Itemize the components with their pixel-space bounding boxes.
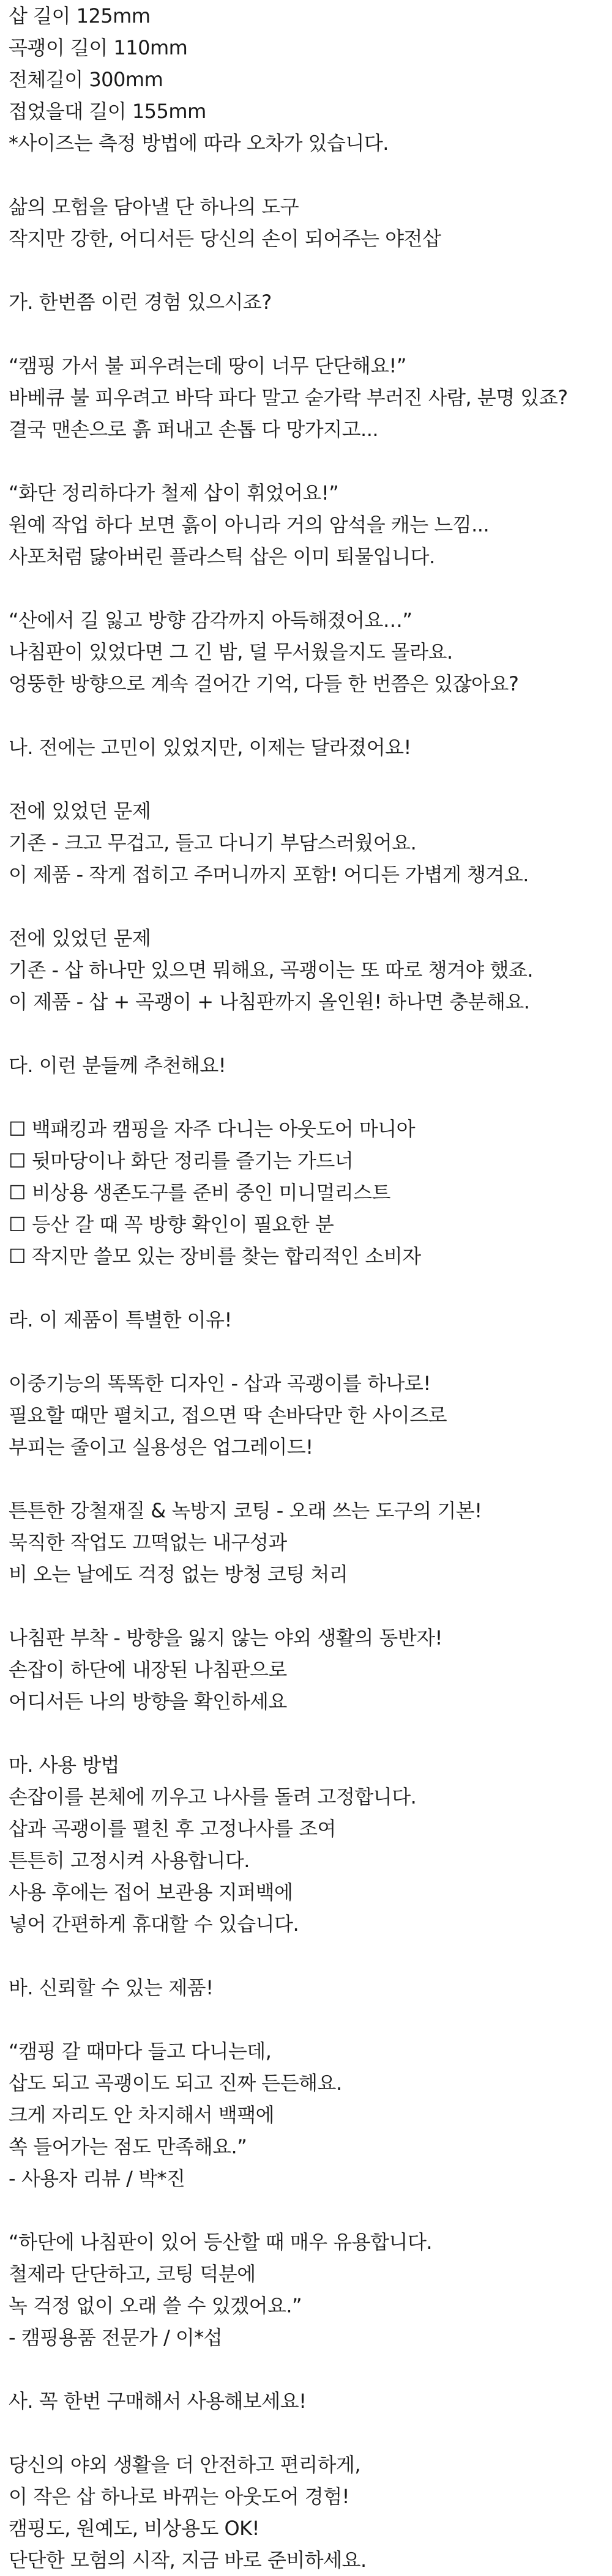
- checklist-item: ☐ 등산 갈 때 꼭 방향 확인이 필요한 분: [9, 1213, 334, 1236]
- feature-steel-coating: [9, 1495, 603, 1590]
- quote-line: 엉뚱한 방향으로 계속 걸어간 기억, 다들 한 번쯤은 있잖아요?: [9, 672, 519, 695]
- checklist-item: ☐ 작지만 쓸모 있는 장비를 찾는 합리적인 소비자: [9, 1245, 421, 1268]
- section-a-heading: 가. 한번쯤 이런 경험 있으시죠?: [9, 291, 272, 314]
- closing-line: 당신의 야외 생활을 더 안전하고 편리하게,: [9, 2453, 361, 2476]
- feature-compass: [9, 1622, 603, 1717]
- quote-line: “산에서 길 잃고 방향 감각까지 아득해졌어요…”: [9, 609, 412, 632]
- spec-total-length: 전체길이 300mm: [9, 68, 163, 91]
- usage-instructions: [9, 1749, 603, 1940]
- checklist-item: ☐ 뒷마당이나 화단 정리를 즐기는 가드너: [9, 1149, 354, 1172]
- feature-line: 비 오는 날에도 걱정 없는 방청 코팅 처리: [9, 1563, 348, 1586]
- feature-line: 튼튼한 강철재질 & 녹방지 코팅 - 오래 쓰는 도구의 기본!: [9, 1499, 482, 1522]
- section-d-heading: 라. 이 제품이 특별한 이유!: [9, 1308, 232, 1331]
- spec-note: *사이즈는 측정 방법에 따라 오차가 있습니다.: [9, 131, 389, 155]
- comparison-line: 전에 있었던 문제: [9, 927, 151, 950]
- spacer: [9, 159, 603, 191]
- section-g-heading: 사. 꼭 한번 구매해서 사용해보세요!: [9, 2389, 307, 2413]
- quote-line: “화단 정리하다가 철제 삽이 휘었어요!”: [9, 481, 339, 505]
- experience-quote-1: [9, 350, 603, 445]
- comparison-line: 기존 - 크고 무겁고, 들고 다니기 부담스러웠어요.: [9, 831, 417, 854]
- quote-line: 결국 맨손으로 흙 퍼내고 손톱 다 망가지고...: [9, 418, 379, 441]
- experience-quote-2: [9, 477, 603, 572]
- spacer: [9, 445, 603, 477]
- comparison-line: 기존 - 삽 하나만 있으면 뭐해요, 곡괭이는 또 따로 챙겨야 했죠.: [9, 958, 533, 982]
- spacer: [9, 318, 603, 350]
- experience-quote-3: [9, 604, 603, 700]
- spec-list: [9, 0, 603, 159]
- spacer: [9, 1717, 603, 1749]
- feature-line: 나침판 부착 - 방향을 잃지 않는 야외 생활의 동반자!: [9, 1626, 442, 1649]
- spacer: [9, 2353, 603, 2385]
- review-line: 크게 자리도 안 차지해서 백팩에: [9, 2103, 275, 2126]
- quote-line: 원예 작업 하다 보면 흙이 아니라 거의 암석을 캐는 느낌...: [9, 513, 490, 536]
- checklist-item: ☐ 비상용 생존도구를 준비 중인 미니멀리스트: [9, 1181, 390, 1204]
- spacer: [9, 2417, 603, 2449]
- review-author: - 캠핑용품 전문가 / 이*섭: [9, 2326, 223, 2349]
- intro: [9, 191, 603, 254]
- comparison-block-2: [9, 922, 603, 1018]
- spacer: [9, 1272, 603, 1304]
- feature-line: 이중기능의 똑똑한 디자인 - 삽과 곡괭이를 하나로!: [9, 1372, 431, 1395]
- checklist-item: ☐ 백패킹과 캠핑을 자주 다니는 아웃도어 마니아: [9, 1117, 416, 1141]
- spec-folded-length: 접었을대 길이 155mm: [9, 100, 206, 123]
- section-b-heading: 나. 전에는 고민이 있었지만, 이제는 달라졌어요!: [9, 736, 411, 759]
- closing-message: [9, 2449, 603, 2576]
- spacer: [9, 1018, 603, 1049]
- feature-line: 손잡이 하단에 내장된 나침판으로: [9, 1658, 287, 1681]
- section-e-heading: 마. 사용 방법: [9, 1753, 120, 1777]
- spacer: [9, 254, 603, 286]
- product-description: [9, 0, 603, 2576]
- review-line: 쏙 들어가는 점도 만족해요.”: [9, 2135, 247, 2158]
- usage-line: 삽과 곡괭이를 펼친 후 고정나사를 조여: [9, 1817, 336, 1840]
- quote-line: 사포처럼 닳아버린 플라스틱 삽은 이미 퇴물입니다.: [9, 545, 435, 568]
- review-2: [9, 2226, 603, 2353]
- usage-line: 사용 후에는 접어 보관용 지퍼백에: [9, 1881, 293, 1904]
- quote-line: 바베큐 불 피우려고 바닥 파다 말고 숟가락 부러진 사람, 분명 있죠?: [9, 386, 568, 409]
- spacer: [9, 572, 603, 604]
- recommend-checklist: [9, 1113, 603, 1272]
- closing-line: 이 작은 삽 하나로 바뀌는 아웃도어 경험!: [9, 2485, 349, 2508]
- comparison-block-1: [9, 795, 603, 890]
- closing-line: 단단한 모험의 시작, 지금 바로 준비하세요.: [9, 2548, 367, 2572]
- review-line: 철제라 단단하고, 코팅 덕분에: [9, 2262, 256, 2285]
- spacer: [9, 1081, 603, 1113]
- spacer: [9, 2004, 603, 2035]
- quote-line: 나침판이 있었다면 그 긴 밤, 덜 무서웠을지도 몰라요.: [9, 640, 453, 664]
- spacer: [9, 2194, 603, 2226]
- spec-pickaxe-length: 곡괭이 길이 110mm: [9, 36, 188, 59]
- section-f-heading: 바. 신뢰할 수 있는 제품!: [9, 1976, 214, 1999]
- review-1: [9, 2035, 603, 2194]
- review-line: 녹 걱정 없이 오래 쓸 수 있겠어요.”: [9, 2294, 302, 2317]
- feature-dual-design: [9, 1368, 603, 1463]
- feature-line: 필요할 때만 펼치고, 접으면 딱 손바닥만 한 사이즈로: [9, 1404, 447, 1427]
- spacer: [9, 1590, 603, 1622]
- feature-line: 부피는 줄이고 실용성은 업그레이드!: [9, 1435, 313, 1459]
- section-c-heading: 다. 이런 분들께 추천해요!: [9, 1054, 226, 1077]
- intro-line: 작지만 강한, 어디서든 당신의 손이 되어주는 야전삽: [9, 227, 441, 250]
- spacer: [9, 763, 603, 795]
- usage-line: 손잡이를 본체에 끼우고 나사를 돌려 고정합니다.: [9, 1785, 417, 1808]
- spacer: [9, 1336, 603, 1368]
- review-line: “하단에 나침판이 있어 등산할 때 매우 유용합니다.: [9, 2230, 433, 2254]
- comparison-line: 이 제품 - 삽 + 곡괭이 + 나침판까지 올인원! 하나면 충분해요.: [9, 990, 530, 1013]
- spacer: [9, 700, 603, 731]
- usage-line: 넣어 간편하게 휴대할 수 있습니다.: [9, 1912, 299, 1936]
- feature-line: 묵직한 작업도 끄떡없는 내구성과: [9, 1531, 287, 1554]
- review-line: “캠핑 갈 때마다 들고 다니는데,: [9, 2040, 272, 2063]
- feature-line: 어디서든 나의 방향을 확인하세요: [9, 1690, 287, 1713]
- comparison-line: 전에 있었던 문제: [9, 799, 151, 823]
- spacer: [9, 1463, 603, 1495]
- closing-line: 캠핑도, 원예도, 비상용도 OK!: [9, 2517, 259, 2540]
- spec-shovel-length: 삽 길이 125mm: [9, 4, 151, 28]
- usage-line: 튼튼히 고정시켜 사용합니다.: [9, 1849, 250, 1872]
- spacer: [9, 890, 603, 922]
- comparison-line: 이 제품 - 작게 접히고 주머니까지 포함! 어디든 가볍게 챙겨요.: [9, 863, 529, 886]
- intro-line: 삶의 모험을 담아낼 단 하나의 도구: [9, 195, 299, 218]
- review-line: 삽도 되고 곡괭이도 되고 진짜 든든해요.: [9, 2071, 342, 2095]
- spacer: [9, 1940, 603, 1972]
- quote-line: “캠핑 가서 불 피우려는데 땅이 너무 단단해요!”: [9, 354, 406, 377]
- review-author: - 사용자 리뷰 / 박*진: [9, 2167, 185, 2190]
